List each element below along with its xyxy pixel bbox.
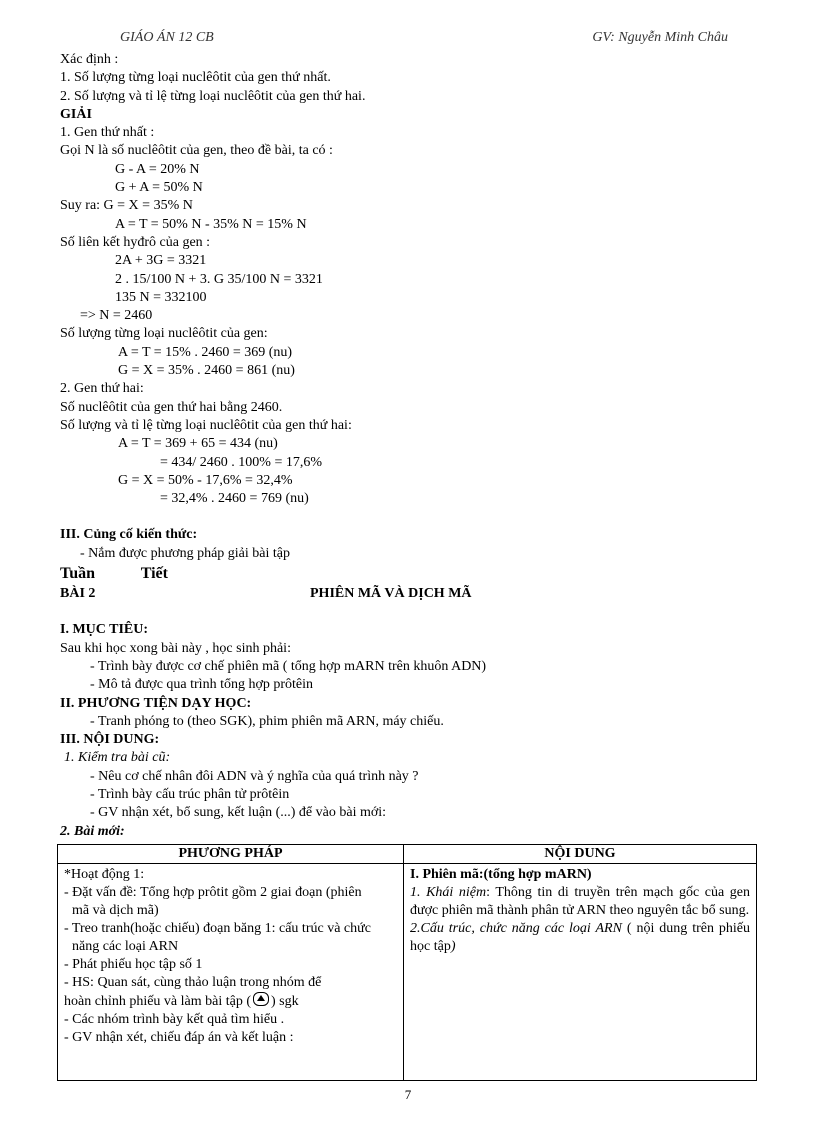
structure-label: 2.Cấu trúc, chức năng các loại ARN [410,921,622,936]
triangle-icon [253,992,269,1006]
equation: G = X = 50% - 17,6% = 32,4% [118,472,293,488]
equation: = 434/ 2460 . 100% = 17,6% [160,454,323,470]
equation: 2A + 3G = 3321 [115,253,207,269]
content-heading: III. NỘI DUNG: [60,732,160,748]
infer-line: Suy ra: G = X = 35% N [60,198,193,214]
lesson-table [57,844,757,1081]
method-line: - Đặt vấn đề: Tổng hợp prôtit gồm 2 giai đoạn (phiên [64,885,362,900]
method-text: ) sgk [271,994,299,1009]
method-line: *Hoạt động 1: [64,867,145,882]
content-cell [404,864,757,1081]
solution-heading: GIẢI [60,106,92,122]
consolidate-heading: III. Củng cố kiến thức: [60,527,198,543]
equation: 2 . 15/100 N + 3. G 35/100 N = 3321 [115,271,323,287]
header-left: GIÁO ÁN 12 CB [120,30,214,45]
method-line: - Phát phiếu học tập số 1 [64,957,203,972]
lesson-line [60,585,760,603]
gen2-heading: 2. Gen thứ hai: [60,381,144,397]
method-line: - HS: Quan sát, cùng thảo luận trong nhóm để [64,975,322,990]
table-header-row [58,845,757,864]
content-paragraph [410,884,750,920]
check-item: - Trình bày cấu trúc phân tử prôtêin [90,786,290,802]
count2-line: Số lượng và tỉ lệ từng loại nuclêôtit của gen thứ hai: [60,417,352,433]
method-line: mã và dịch mã) [72,903,159,918]
problem-intro: Xác định : [60,52,119,67]
new-lesson-heading: 2. Bài mới: [60,823,125,839]
equation: 135 N = 332100 [115,289,207,305]
means-item: - Tranh phóng to (theo SGK), phim phiên mã ARN, máy chiếu. [90,713,444,729]
let-n: Gọi N là số nuclêôtit của gen, theo đề bài, ta có : [60,143,333,159]
lesson-title: PHIÊN MÃ VÀ DỊCH MÃ [310,586,472,602]
check-heading: 1. Kiểm tra bài cũ: [64,750,171,766]
spacer [60,603,760,621]
column-header-content: NỘI DUNG [404,845,757,864]
page-header [120,30,728,50]
content-heading-transcription: I. Phiên mã:(tổng hợp mARN) [410,867,592,882]
week-label: Tuần [60,565,95,583]
hbond-line: Số liên kết hyđrô của gen : [60,234,211,250]
objectives-intro: Sau khi học xong bài này , học sinh phải: [60,640,291,656]
method-line: - Treo tranh(hoặc chiếu) đoạn băng 1: cấu trúc và chức [64,921,371,936]
equation: G = X = 35% . 2460 = 861 (nu) [118,363,295,379]
objective-item: - Trình bày được cơ chế phiên mã ( tổng hợp mARN trên khuôn ADN) [90,658,487,674]
content-paragraph [410,920,750,956]
method-line: - Các nhóm trình bày kết quả tìm hiểu . [64,1012,285,1027]
method-line [64,992,397,1011]
objective-item: - Mô tả được qua trình tổng hợp prôtêin [90,677,314,693]
header-right: GV: Nguyễn Minh Châu [592,30,728,45]
means-heading: II. PHƯƠNG TIỆN DẠY HỌC: [60,695,252,711]
column-header-method: PHƯƠNG PHÁP [58,845,404,864]
method-line: - GV nhận xét, chiếu đáp án và kết luận : [64,1030,294,1045]
n2-line: Số nuclêôtit của gen thứ hai bằng 2460. [60,399,283,415]
document-body [60,51,760,841]
count1-line: Số lượng từng loại nuclêôtit của gen: [60,326,268,342]
check-item: - Nêu cơ chế nhân đôi ADN và ý nghĩa của quá trình này ? [90,768,419,784]
check-item: - GV nhận xét, bổ sung, kết luận (...) để vào bài mới: [90,805,387,821]
table-row [58,864,757,1081]
week-line [60,563,760,585]
period-label: Tiết [140,565,168,583]
structure-end: ) [450,939,456,954]
structure-text: ( nội dung trên phiếu học tập [410,921,751,954]
equation: A = T = 369 + 65 = 434 (nu) [118,436,278,452]
concept-label: 1. Khái niệm [410,885,487,900]
equation: G + A = 50% N [115,180,203,196]
page-number: 7 [404,1087,412,1102]
method-cell [58,864,404,1081]
problem-q2: 2. Số lượng và tỉ lệ từng loại nuclêôtit của gen thứ hai. [60,88,366,104]
spacer [60,508,760,526]
gen1-heading: 1. Gen thứ nhất : [60,125,155,141]
consolidate-item: - Nắm được phương pháp giải bài tập [80,545,290,561]
equation: = 32,4% . 2460 = 769 (nu) [160,491,309,507]
equation: => N = 2460 [80,308,153,324]
method-text: hoàn chỉnh phiếu và làm bài tập ( [64,994,251,1009]
concept-text: : Thông tin di truyền trên mạch gốc của gen được phiên mã thành phân tử ARN theo nguyên tắc bổ sung. [410,885,750,918]
lesson-label: BÀI 2 [60,586,96,602]
problem-q1: 1. Số lượng từng loại nuclêôtit của gen thứ nhất. [60,70,331,86]
objectives-heading: I. MỤC TIÊU: [60,622,149,638]
method-line: năng các loại ARN [72,939,179,954]
equation: A = T = 15% . 2460 = 369 (nu) [118,344,293,360]
equation: A = T = 50% N - 35% N = 15% N [115,216,307,232]
equation: G - A = 20% N [115,161,200,177]
